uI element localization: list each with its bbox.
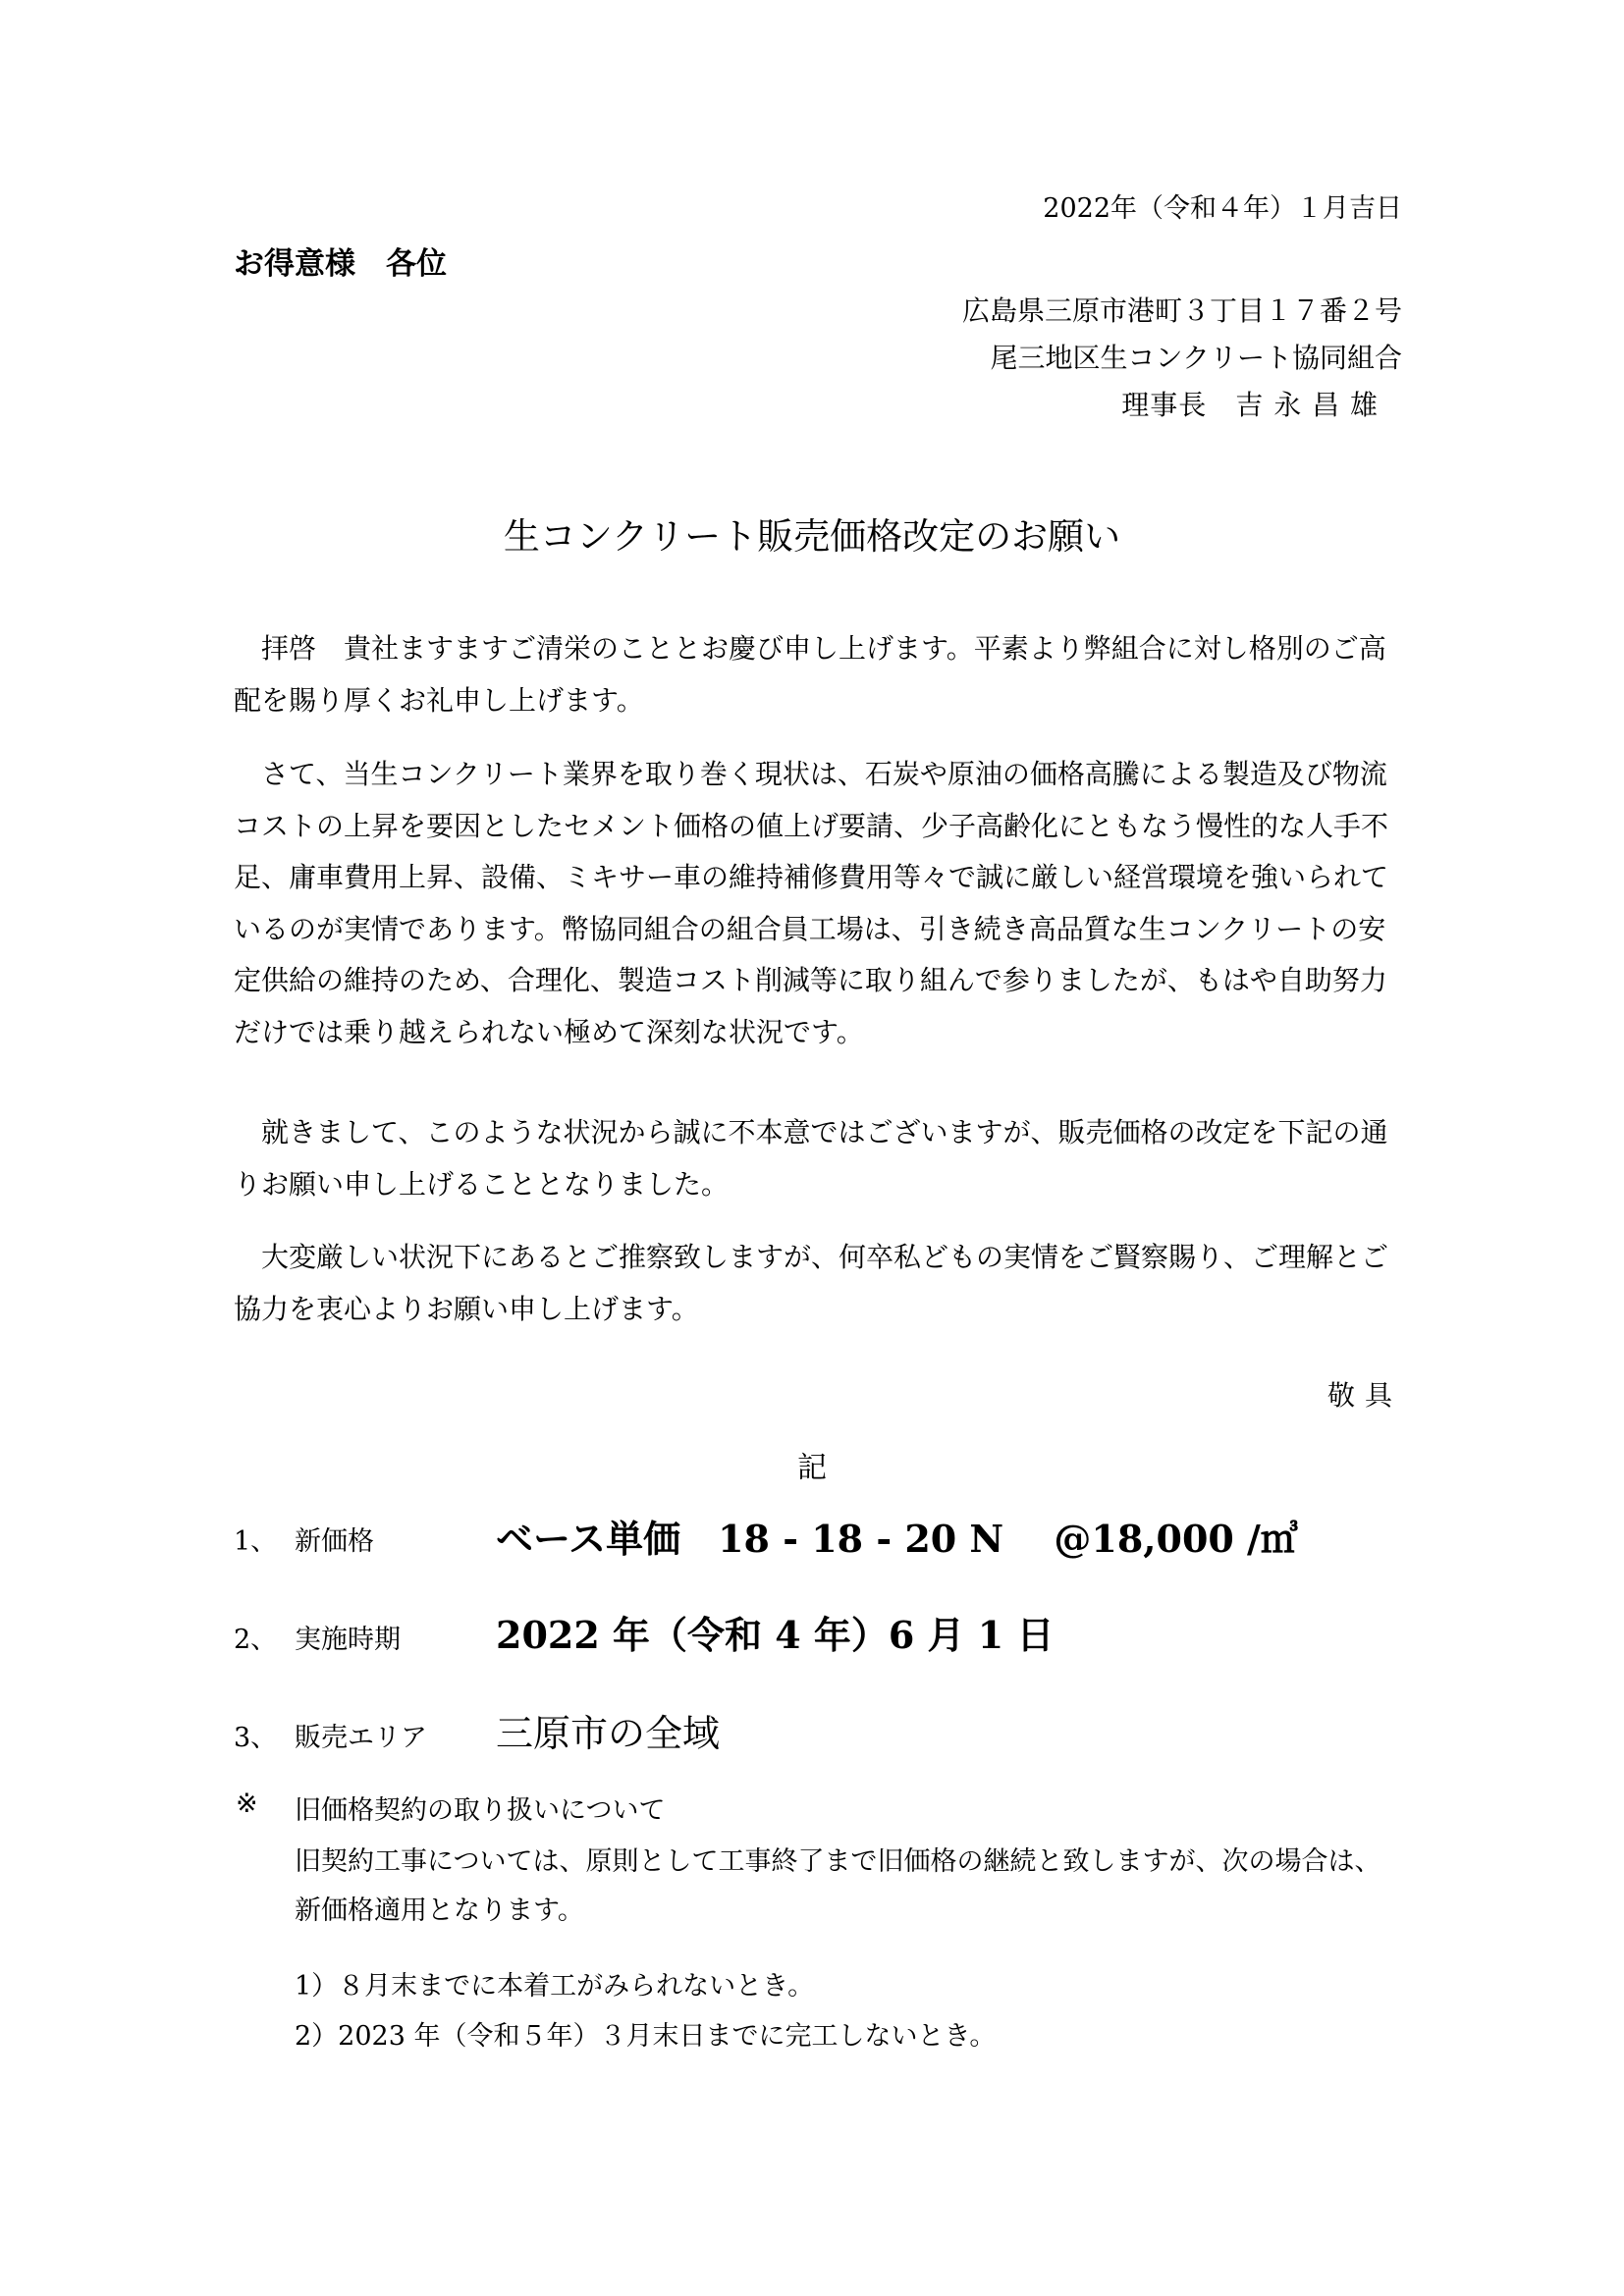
document-title: 生コンクリート販売価格改定のお願い	[503, 515, 1121, 558]
note-title: 旧価格契約の取り扱いについて	[295, 1795, 666, 1826]
item-number-1: 1、	[234, 1526, 278, 1557]
note-mark: ※	[236, 1789, 258, 1819]
recipient: お得意様 各位	[234, 246, 447, 282]
item-label-sales-area: 販売エリア	[295, 1723, 427, 1753]
item-value-new-price: ベース単価 18 - 18 - 20 N @18,000 /㎥	[496, 1517, 1298, 1561]
item-value-sales-area: 三原市の全域	[496, 1712, 721, 1755]
note-condition-2: 2）2023 年（令和５年）３月末日までに完工しないとき。	[295, 2021, 997, 2052]
sender-representative: 理事長 吉 永 昌 雄	[1121, 389, 1379, 421]
closing-phrase: 敬具	[1326, 1379, 1402, 1412]
issue-date: 2022年（令和４年）１月吉日	[1043, 193, 1402, 224]
item-value-effective-date: 2022 年（令和 4 年）6 月 1 日	[496, 1613, 1055, 1657]
sender-address: 広島県三原市港町３丁目１７番２号	[961, 294, 1402, 327]
item-number-2: 2、	[234, 1625, 278, 1655]
item-number-3: 3、	[234, 1723, 278, 1753]
item-label-new-price: 新価格	[295, 1526, 374, 1557]
body-paragraph-situation: さて、当生コンクリート業界を取り巻く現状は、石炭や原油の価格高騰による製造及び物流コストの上昇を要因としたセメント価格の値上げ要請、少子高齢化にともなう慢性的な人手不足、庸車費用上昇、設備、ミキサー車の維持補修費用等々で誠に厳しい経営環境を強いられているのが実情であります。幣協同組合の組合員工場は、引き続き高品質な生コンクリートの安定供給の維持のため、合理化、製造コスト削減等に取り組んで参りましたが、もはや自助努力だけでは乗り越えられない極めて深刻な状況です。	[234, 758, 1389, 1048]
ki-heading: 記	[797, 1451, 827, 1485]
sender-organization: 尾三地区生コンクリート協同組合	[990, 342, 1402, 374]
body-paragraph-request: 就きまして、このような状況から誠に不本意ではございますが、販売価格の改定を下記の通りお願い申し上げることとなりました。	[234, 1116, 1388, 1201]
note-condition-1: 1）８月末までに本着工がみられないとき。	[295, 1971, 815, 2002]
note-body: 旧契約工事については、原則として工事終了まで旧価格の継続と致しますが、次の場合は、新価格適用となります。	[295, 1846, 1381, 1926]
body-paragraph-appeal: 大変厳しい状況下にあるとご推察致しますが、何卒私どもの実情をご賢察賜り、ご理解とご協力を衷心よりお願い申し上げます。	[234, 1241, 1389, 1325]
body-paragraph-greeting: 拝啓 貴社ますますご清栄のこととお慶び申し上げます。平素より弊組合に対し格別のご高配を賜り厚くお礼申し上げます。	[234, 632, 1386, 717]
item-label-effective-date: 実施時期	[295, 1625, 401, 1655]
